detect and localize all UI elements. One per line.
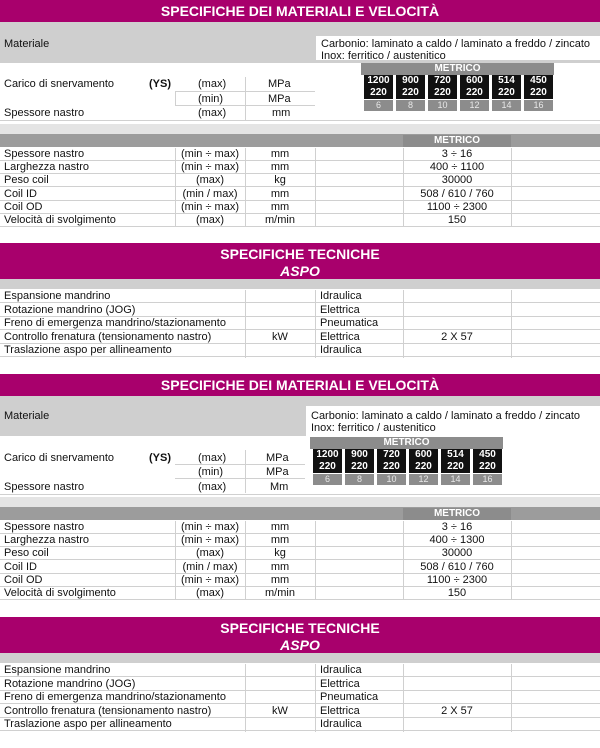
tech-unit bbox=[245, 691, 315, 704]
materiale-label-2: Materiale bbox=[4, 410, 50, 422]
spec-qualifier: (max) bbox=[195, 547, 225, 560]
tech-title-2: SPECIFICHE TECNICHE bbox=[220, 620, 380, 636]
spec-unit: kg bbox=[274, 174, 286, 187]
spec-row bbox=[0, 521, 600, 534]
tech-label: Rotazione mandrino (JOG) bbox=[4, 677, 136, 690]
header-gray-band bbox=[0, 22, 600, 36]
ys-max-value: 600 bbox=[409, 449, 438, 461]
ys-max-unit-2: MPa bbox=[266, 452, 289, 464]
ys-min-value: 220 bbox=[377, 461, 406, 473]
tech-row bbox=[0, 678, 600, 691]
tech-extra bbox=[403, 678, 511, 691]
ys-thickness-value: 14 bbox=[492, 100, 521, 111]
spec-value: 400 ÷ 1100 bbox=[429, 161, 485, 174]
spec-unit: mm bbox=[270, 521, 290, 533]
spec-qualifier: (min / max) bbox=[182, 187, 238, 200]
grid-line bbox=[511, 148, 512, 227]
spessore-top-qual-2: (max) bbox=[198, 481, 227, 493]
ys-min-value: 220 bbox=[345, 461, 374, 473]
tech-unit: kW bbox=[272, 704, 288, 717]
tech-unit: kW bbox=[272, 330, 288, 343]
spec-label: Peso coil bbox=[4, 174, 49, 187]
ys-label-2: Carico di snervamento bbox=[4, 452, 115, 464]
tech-label: Traslazione aspo per allineamento bbox=[4, 344, 172, 357]
tech-row bbox=[0, 344, 600, 357]
tech-label: Espansione mandrino bbox=[4, 664, 111, 676]
spec-row bbox=[0, 201, 600, 214]
materials-header-1 bbox=[0, 0, 600, 22]
grid-line bbox=[245, 290, 246, 358]
ys-min-value: 220 bbox=[460, 87, 489, 99]
ys-min-value: 220 bbox=[441, 461, 470, 473]
ys-max-unit-1: MPa bbox=[268, 78, 291, 90]
spec-label: Velocità di svolgimento bbox=[4, 214, 116, 226]
spec-unit: mm bbox=[270, 200, 290, 213]
ys-max-value: 600 bbox=[460, 75, 489, 87]
tech-row bbox=[0, 290, 600, 303]
tech-title-1: SPECIFICHE TECNICHE bbox=[220, 246, 380, 262]
tech-row bbox=[0, 317, 600, 330]
spec-row bbox=[0, 214, 600, 227]
tech-subtitle-1: ASPO bbox=[280, 263, 320, 279]
spessore-top-unit-2: Mm bbox=[270, 481, 289, 493]
spec-row bbox=[0, 534, 600, 547]
spec-label: Velocità di svolgimento bbox=[4, 587, 116, 599]
materiale-value-line1: Carbonio: laminato a caldo / laminato a freddo / zincato bbox=[321, 38, 591, 50]
grid-line bbox=[175, 148, 176, 227]
grid-line bbox=[403, 148, 404, 227]
spec-unit: m/min bbox=[265, 214, 295, 226]
spec-qualifier: (min ÷ max) bbox=[181, 148, 239, 160]
ys-min-value: 220 bbox=[492, 87, 521, 99]
ys-min-value: 220 bbox=[524, 87, 553, 99]
tech-extra bbox=[403, 290, 511, 303]
tech-extra bbox=[403, 664, 511, 677]
tech-header-2 bbox=[0, 617, 600, 653]
ys-min-value: 220 bbox=[409, 461, 438, 473]
ys-max-value: 900 bbox=[345, 449, 374, 461]
tech-row bbox=[0, 705, 600, 718]
tech-label: Traslazione aspo per allineamento bbox=[4, 718, 172, 731]
spec-label: Spessore nastro bbox=[4, 148, 85, 160]
spec-value: 1100 ÷ 2300 bbox=[426, 200, 488, 213]
ys-thickness-value: 8 bbox=[345, 474, 374, 485]
ys-max-value: 720 bbox=[428, 75, 457, 87]
metrico-label-1: METRICO bbox=[361, 63, 554, 75]
ys-min-qual-1: (min) bbox=[198, 93, 224, 105]
tech-value: Elettrica bbox=[320, 303, 360, 316]
ys-thickness-value: 10 bbox=[377, 474, 406, 485]
spec-label: Coil ID bbox=[4, 560, 38, 573]
grid-line bbox=[245, 521, 246, 600]
spec-qualifier: (min ÷ max) bbox=[181, 200, 239, 213]
ys-max-value: 720 bbox=[377, 449, 406, 461]
ys-thickness-value: 12 bbox=[460, 100, 489, 111]
tech-label: Rotazione mandrino (JOG) bbox=[4, 303, 136, 316]
grid-line bbox=[245, 148, 246, 227]
ys-min-unit-1: MPa bbox=[268, 93, 291, 105]
spec-qualifier: (min ÷ max) bbox=[181, 161, 239, 174]
tech-value: Elettrica bbox=[320, 677, 360, 690]
ys-thickness-value: 14 bbox=[441, 474, 470, 485]
spec-row bbox=[0, 587, 600, 600]
tech-label: Controllo frenatura (tensionamento nastro) bbox=[4, 704, 212, 717]
ys-max-value: 450 bbox=[524, 75, 553, 87]
grid-line bbox=[315, 148, 316, 227]
spessore-top-label-2: Spessore nastro bbox=[4, 481, 85, 493]
spec-value: 30000 bbox=[441, 174, 473, 187]
grid-line bbox=[403, 290, 404, 358]
grid-line bbox=[245, 664, 246, 732]
spec-label: Larghezza nastro bbox=[4, 534, 89, 547]
tech-row bbox=[0, 718, 600, 731]
tech-extra: 2 X 57 bbox=[441, 330, 473, 343]
tech-header-1 bbox=[0, 243, 600, 279]
materiale-value-2: Carbonio: laminato a caldo / laminato a freddo / zincato Inox: ferritico / austenitico bbox=[311, 410, 581, 434]
spec-label: Peso coil bbox=[4, 547, 49, 560]
spec-unit: mm bbox=[270, 187, 290, 200]
metrico-label-2: METRICO bbox=[403, 135, 511, 147]
ys-min-value: 220 bbox=[396, 87, 425, 99]
tech-row bbox=[0, 331, 600, 344]
materials-header-2 bbox=[0, 374, 600, 396]
tech-extra bbox=[403, 718, 511, 731]
ys-max-value: 450 bbox=[473, 449, 502, 461]
tech-unit bbox=[245, 290, 315, 303]
ys-min-value: 220 bbox=[428, 87, 457, 99]
spec-value: 3 ÷ 16 bbox=[441, 148, 473, 160]
grid-line bbox=[511, 290, 512, 358]
spec-value: 30000 bbox=[441, 547, 473, 560]
ys-max-value: 900 bbox=[396, 75, 425, 87]
spessore-top-qual-1: (max) bbox=[198, 107, 227, 119]
materials-title-1: SPECIFICHE DEI MATERIALI E VELOCITÀ bbox=[160, 3, 440, 19]
spec-value: 150 bbox=[447, 214, 467, 226]
ys-code-2: (YS) bbox=[149, 452, 171, 464]
spec-unit: mm bbox=[270, 573, 290, 586]
spec-label: Coil ID bbox=[4, 187, 38, 200]
spec-label: Coil OD bbox=[4, 573, 43, 586]
ys-thickness-value: 6 bbox=[313, 474, 342, 485]
tech-value: Idraulica bbox=[320, 718, 362, 731]
tech-value: Idraulica bbox=[320, 664, 362, 676]
ys-max-value: 514 bbox=[441, 449, 470, 461]
spec-label: Spessore nastro bbox=[4, 521, 85, 533]
metrico-label-4: METRICO bbox=[403, 508, 511, 520]
tech-row bbox=[0, 304, 600, 317]
spec-row bbox=[0, 561, 600, 574]
spec-unit: mm bbox=[270, 560, 290, 573]
ys-max-value: 1200 bbox=[364, 75, 393, 87]
ys-min-value: 220 bbox=[364, 87, 393, 99]
tech-extra bbox=[403, 344, 511, 357]
ys-max-value: 1200 bbox=[313, 449, 342, 461]
spec-value: 3 ÷ 16 bbox=[441, 521, 473, 533]
ys-min-value: 220 bbox=[473, 461, 502, 473]
spec-unit: mm bbox=[270, 534, 290, 547]
ys-thickness-value: 6 bbox=[364, 100, 393, 111]
tech-extra bbox=[403, 304, 511, 317]
tech-extra bbox=[403, 691, 511, 704]
materiale-value bbox=[321, 38, 590, 62]
ys-thickness-value: 10 bbox=[428, 100, 457, 111]
metrico-label-3: METRICO bbox=[310, 437, 503, 449]
ys-thickness-value: 16 bbox=[473, 474, 502, 485]
spec-unit: m/min bbox=[265, 587, 295, 599]
grid-line bbox=[175, 521, 176, 600]
grid-line bbox=[315, 290, 316, 358]
tech-unit bbox=[245, 664, 315, 677]
ys-max-value: 514 bbox=[492, 75, 521, 87]
tech-extra: 2 X 57 bbox=[441, 704, 473, 717]
tech-unit bbox=[245, 317, 315, 330]
spec-value: 508 / 610 / 760 bbox=[420, 187, 494, 200]
tech-unit bbox=[245, 678, 315, 691]
spec-unit: mm bbox=[270, 148, 290, 160]
ys-thickness-value: 16 bbox=[524, 100, 553, 111]
ys-min-unit-2: MPa bbox=[266, 466, 289, 478]
spec-qualifier: (max) bbox=[195, 214, 225, 226]
spec-qualifier: (max) bbox=[195, 174, 225, 187]
spec-qualifier: (min ÷ max) bbox=[181, 534, 239, 547]
ys-max-qual-2: (max) bbox=[198, 452, 227, 464]
tech-label: Espansione mandrino bbox=[4, 290, 111, 302]
ys-min-value: 220 bbox=[313, 461, 342, 473]
grid-line bbox=[315, 521, 316, 600]
tech-subtitle-2: ASPO bbox=[280, 637, 320, 653]
materiale-value-line2: Inox: ferritico / austenitico bbox=[321, 50, 446, 62]
tech-row bbox=[0, 664, 600, 677]
spec-qualifier: (max) bbox=[195, 587, 225, 599]
spessore-top-label-1: Spessore nastro bbox=[4, 107, 85, 119]
ys-max-qual-1: (max) bbox=[198, 78, 227, 90]
ys-code-1: (YS) bbox=[149, 78, 171, 90]
tech-label: Freno di emergenza mandrino/stazionamento bbox=[4, 317, 226, 330]
spec-value: 400 ÷ 1300 bbox=[429, 534, 485, 547]
ys-thickness-value: 12 bbox=[409, 474, 438, 485]
spec-label: Coil OD bbox=[4, 200, 43, 213]
tech-value: Pneumatica bbox=[320, 691, 379, 704]
grid-line bbox=[403, 521, 404, 600]
spec-row bbox=[0, 148, 600, 161]
tech-label: Controllo frenatura (tensionamento nastro) bbox=[4, 330, 212, 343]
spec-row bbox=[0, 547, 600, 560]
tech-value: Idraulica bbox=[320, 290, 362, 302]
spec-label: Larghezza nastro bbox=[4, 161, 89, 174]
grid-line bbox=[403, 664, 404, 732]
spec-unit: mm bbox=[270, 161, 290, 174]
tech-extra bbox=[403, 317, 511, 330]
ys-min-qual-2: (min) bbox=[198, 466, 224, 478]
ys-thickness-value: 8 bbox=[396, 100, 425, 111]
materials-title-2: SPECIFICHE DEI MATERIALI E VELOCITÀ bbox=[160, 377, 440, 393]
tech-row bbox=[0, 691, 600, 704]
spec-value: 150 bbox=[447, 587, 467, 599]
spec-row bbox=[0, 574, 600, 587]
tech-unit bbox=[245, 344, 315, 357]
tech-value: Pneumatica bbox=[320, 317, 379, 330]
grid-line bbox=[315, 664, 316, 732]
spec-value: 1100 ÷ 2300 bbox=[426, 573, 488, 586]
spec-row bbox=[0, 174, 600, 187]
spec-value: 508 / 610 / 760 bbox=[420, 560, 494, 573]
tech-unit bbox=[245, 718, 315, 731]
tech-value: Elettrica bbox=[320, 330, 360, 343]
grid-line bbox=[511, 664, 512, 732]
ys-label-1: Carico di snervamento bbox=[4, 78, 115, 90]
spessore-top-unit-1: mm bbox=[272, 107, 291, 119]
spec-qualifier: (min ÷ max) bbox=[181, 521, 239, 533]
spec-unit: kg bbox=[274, 547, 286, 560]
tech-value: Elettrica bbox=[320, 704, 360, 717]
spec-row bbox=[0, 161, 600, 174]
spec-row bbox=[0, 188, 600, 201]
tech-label: Freno di emergenza mandrino/stazionamento bbox=[4, 691, 226, 704]
spec-qualifier: (min / max) bbox=[182, 560, 238, 573]
tech-unit bbox=[245, 304, 315, 317]
spec-qualifier: (min ÷ max) bbox=[181, 573, 239, 586]
grid-line bbox=[511, 521, 512, 600]
tech-value: Idraulica bbox=[320, 344, 362, 357]
materiale-label: Materiale bbox=[4, 38, 50, 50]
